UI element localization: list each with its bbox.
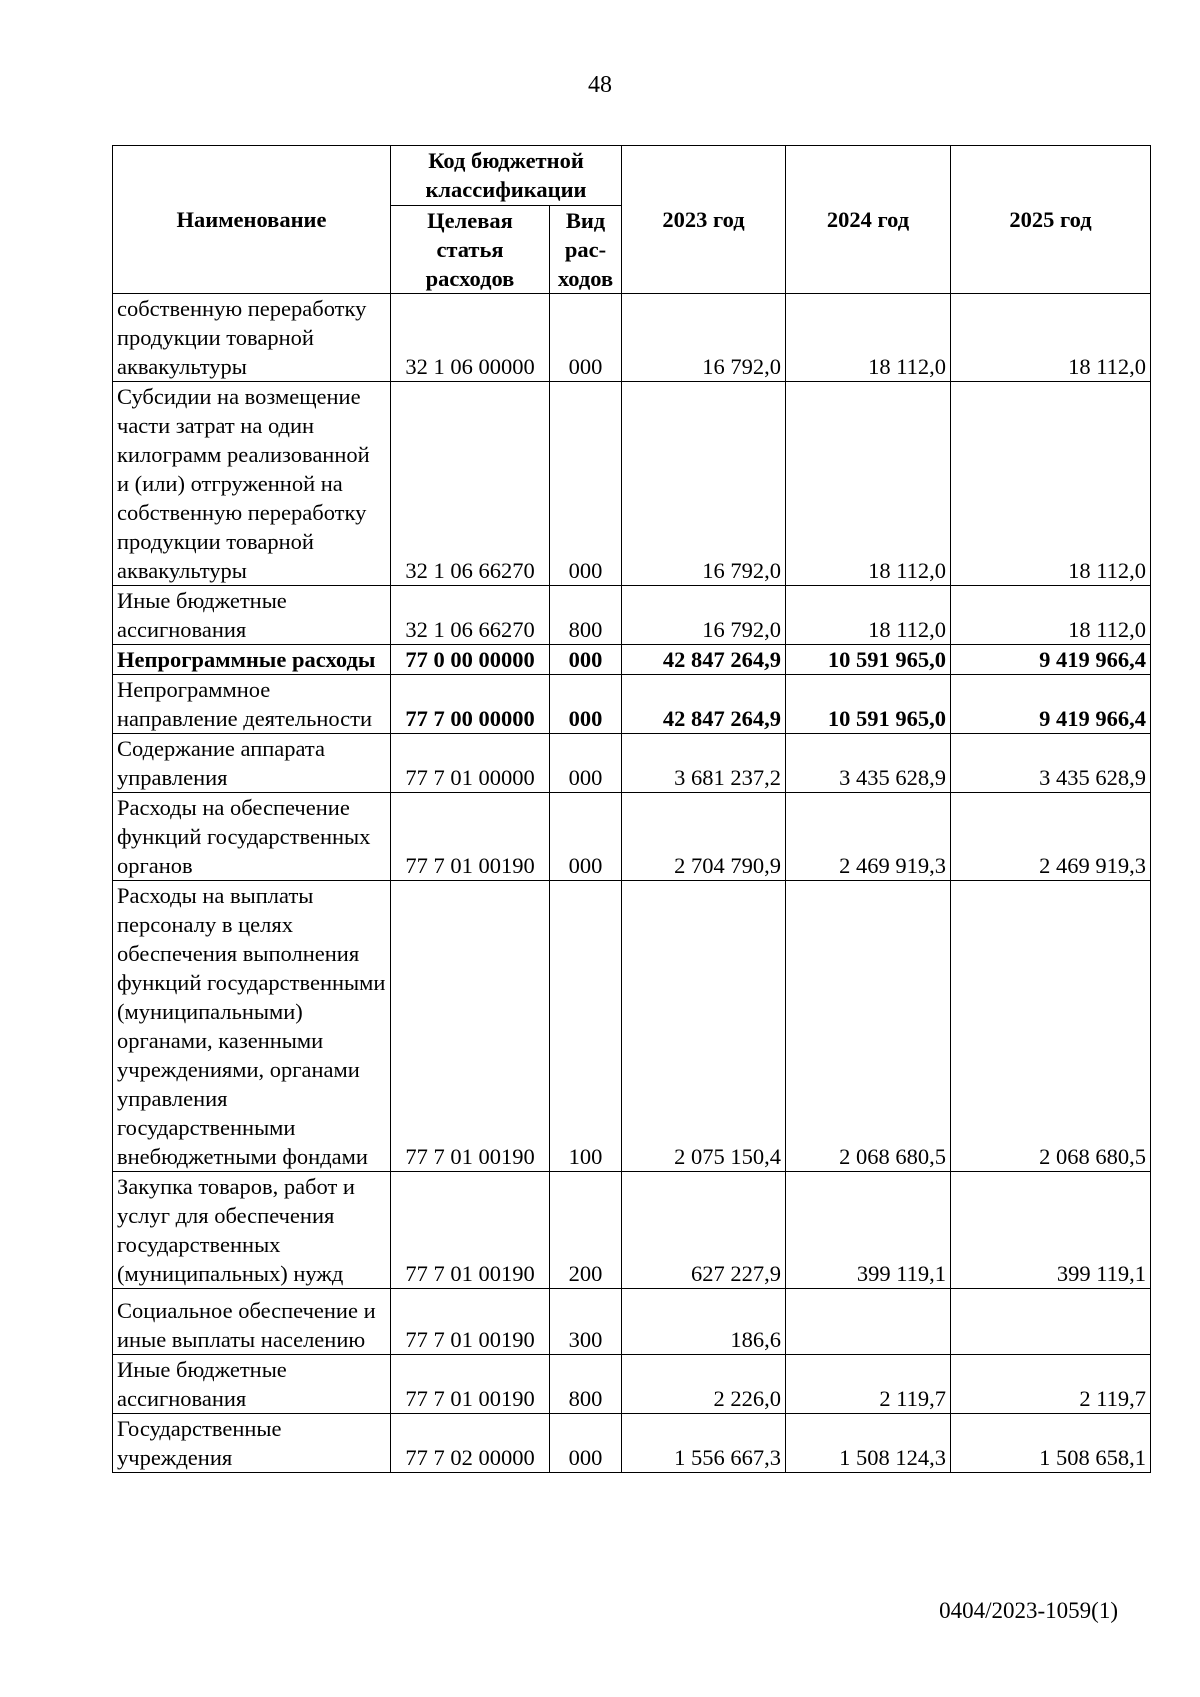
table-row bbox=[113, 734, 1151, 793]
row-target-code: 32 1 06 00000 bbox=[391, 294, 550, 382]
row-name: Субсидии на возмещение части затрат на один килограмм реализованной и (или) отгруженной на собственную переработку продукции товарной аквакультуры bbox=[113, 382, 391, 586]
header-2023: 2023 год bbox=[622, 146, 786, 294]
row-2024: 18 112,0 bbox=[786, 382, 951, 586]
row-2025: 18 112,0 bbox=[951, 586, 1151, 645]
header-2024: 2024 год bbox=[786, 146, 951, 294]
row-2024: 2 119,7 bbox=[786, 1355, 951, 1414]
row-expense-kind: 000 bbox=[550, 734, 622, 793]
row-name: Содержание аппарата управления bbox=[113, 734, 391, 793]
row-name: Непрограммные расходы bbox=[113, 645, 391, 675]
row-expense-kind: 000 bbox=[550, 1414, 622, 1473]
row-2024: 3 435 628,9 bbox=[786, 734, 951, 793]
row-2025: 1 508 658,1 bbox=[951, 1414, 1151, 1473]
row-name: собственную переработку продукции товарной аквакультуры bbox=[113, 294, 391, 382]
row-2023: 2 075 150,4 bbox=[622, 881, 786, 1172]
row-2023: 16 792,0 bbox=[622, 294, 786, 382]
table-row bbox=[113, 1289, 1151, 1355]
row-2024: 10 591 965,0 bbox=[786, 675, 951, 734]
row-2023: 16 792,0 bbox=[622, 382, 786, 586]
row-2023: 42 847 264,9 bbox=[622, 675, 786, 734]
row-2025: 399 119,1 bbox=[951, 1172, 1151, 1289]
row-2024: 10 591 965,0 bbox=[786, 645, 951, 675]
table-row bbox=[113, 675, 1151, 734]
row-expense-kind: 200 bbox=[550, 1172, 622, 1289]
header-2025: 2025 год bbox=[951, 146, 1151, 294]
row-target-code: 77 7 01 00190 bbox=[391, 793, 550, 881]
header-code-group: Код бюджетной классификации bbox=[391, 146, 622, 206]
row-expense-kind: 100 bbox=[550, 881, 622, 1172]
table-row bbox=[113, 294, 1151, 382]
row-2024: 2 068 680,5 bbox=[786, 881, 951, 1172]
row-target-code: 77 7 01 00190 bbox=[391, 1172, 550, 1289]
row-expense-kind: 000 bbox=[550, 793, 622, 881]
row-target-code: 77 7 01 00190 bbox=[391, 1289, 550, 1355]
header-expense-kind: Вид рас-ходов bbox=[550, 206, 622, 294]
header-name: Наименование bbox=[113, 146, 391, 294]
budget-table bbox=[112, 145, 1151, 1473]
row-2023: 186,6 bbox=[622, 1289, 786, 1355]
row-target-code: 77 7 02 00000 bbox=[391, 1414, 550, 1473]
row-2025 bbox=[951, 1289, 1151, 1355]
row-2025: 9 419 966,4 bbox=[951, 675, 1151, 734]
row-2025: 18 112,0 bbox=[951, 294, 1151, 382]
table-row bbox=[113, 586, 1151, 645]
table-row bbox=[113, 1172, 1151, 1289]
row-2025: 2 469 919,3 bbox=[951, 793, 1151, 881]
row-2024: 1 508 124,3 bbox=[786, 1414, 951, 1473]
row-name: Иные бюджетные ассигнования bbox=[113, 586, 391, 645]
row-target-code: 77 0 00 00000 bbox=[391, 645, 550, 675]
row-expense-kind: 800 bbox=[550, 1355, 622, 1414]
row-expense-kind: 000 bbox=[550, 382, 622, 586]
row-expense-kind: 000 bbox=[550, 675, 622, 734]
row-target-code: 77 7 01 00190 bbox=[391, 1355, 550, 1414]
page-number: 48 bbox=[588, 72, 612, 98]
row-name: Социальное обеспечение и иные выплаты населению bbox=[113, 1289, 391, 1355]
row-target-code: 77 7 00 00000 bbox=[391, 675, 550, 734]
row-2023: 1 556 667,3 bbox=[622, 1414, 786, 1473]
row-2023: 42 847 264,9 bbox=[622, 645, 786, 675]
row-2023: 2 704 790,9 bbox=[622, 793, 786, 881]
table-row bbox=[113, 881, 1151, 1172]
row-name: Расходы на выплаты персоналу в целях обеспечения выполнения функций государственными (муниципальными) органами, казенными учреждениями, органами управления государственными внебюджетными фондами bbox=[113, 881, 391, 1172]
row-name: Государственные учреждения bbox=[113, 1414, 391, 1473]
table-row bbox=[113, 382, 1151, 586]
row-expense-kind: 000 bbox=[550, 294, 622, 382]
row-2024: 18 112,0 bbox=[786, 294, 951, 382]
row-2023: 2 226,0 bbox=[622, 1355, 786, 1414]
row-2025: 18 112,0 bbox=[951, 382, 1151, 586]
row-expense-kind: 300 bbox=[550, 1289, 622, 1355]
row-2024: 2 469 919,3 bbox=[786, 793, 951, 881]
row-2023: 3 681 237,2 bbox=[622, 734, 786, 793]
row-target-code: 32 1 06 66270 bbox=[391, 382, 550, 586]
row-2023: 16 792,0 bbox=[622, 586, 786, 645]
table-row bbox=[113, 793, 1151, 881]
table-row bbox=[113, 645, 1151, 675]
row-2024 bbox=[786, 1289, 951, 1355]
row-target-code: 77 7 01 00000 bbox=[391, 734, 550, 793]
row-target-code: 77 7 01 00190 bbox=[391, 881, 550, 1172]
row-name: Закупка товаров, работ и услуг для обеспечения государственных (муниципальных) нужд bbox=[113, 1172, 391, 1289]
row-name: Расходы на обеспечение функций государственных органов bbox=[113, 793, 391, 881]
row-2024: 399 119,1 bbox=[786, 1172, 951, 1289]
row-expense-kind: 800 bbox=[550, 586, 622, 645]
table-row bbox=[113, 1414, 1151, 1473]
row-2025: 2 068 680,5 bbox=[951, 881, 1151, 1172]
row-name: Иные бюджетные ассигнования bbox=[113, 1355, 391, 1414]
table-row bbox=[113, 1355, 1151, 1414]
row-name: Непрограммное направление деятельности bbox=[113, 675, 391, 734]
row-2025: 2 119,7 bbox=[951, 1355, 1151, 1414]
row-expense-kind: 000 bbox=[550, 645, 622, 675]
row-2023: 627 227,9 bbox=[622, 1172, 786, 1289]
row-2024: 18 112,0 bbox=[786, 586, 951, 645]
header-target-article: Целевая статья расходов bbox=[391, 206, 550, 294]
row-2025: 9 419 966,4 bbox=[951, 645, 1151, 675]
document-id: 0404/2023-1059(1) bbox=[939, 1598, 1118, 1623]
row-target-code: 32 1 06 66270 bbox=[391, 586, 550, 645]
row-2025: 3 435 628,9 bbox=[951, 734, 1151, 793]
